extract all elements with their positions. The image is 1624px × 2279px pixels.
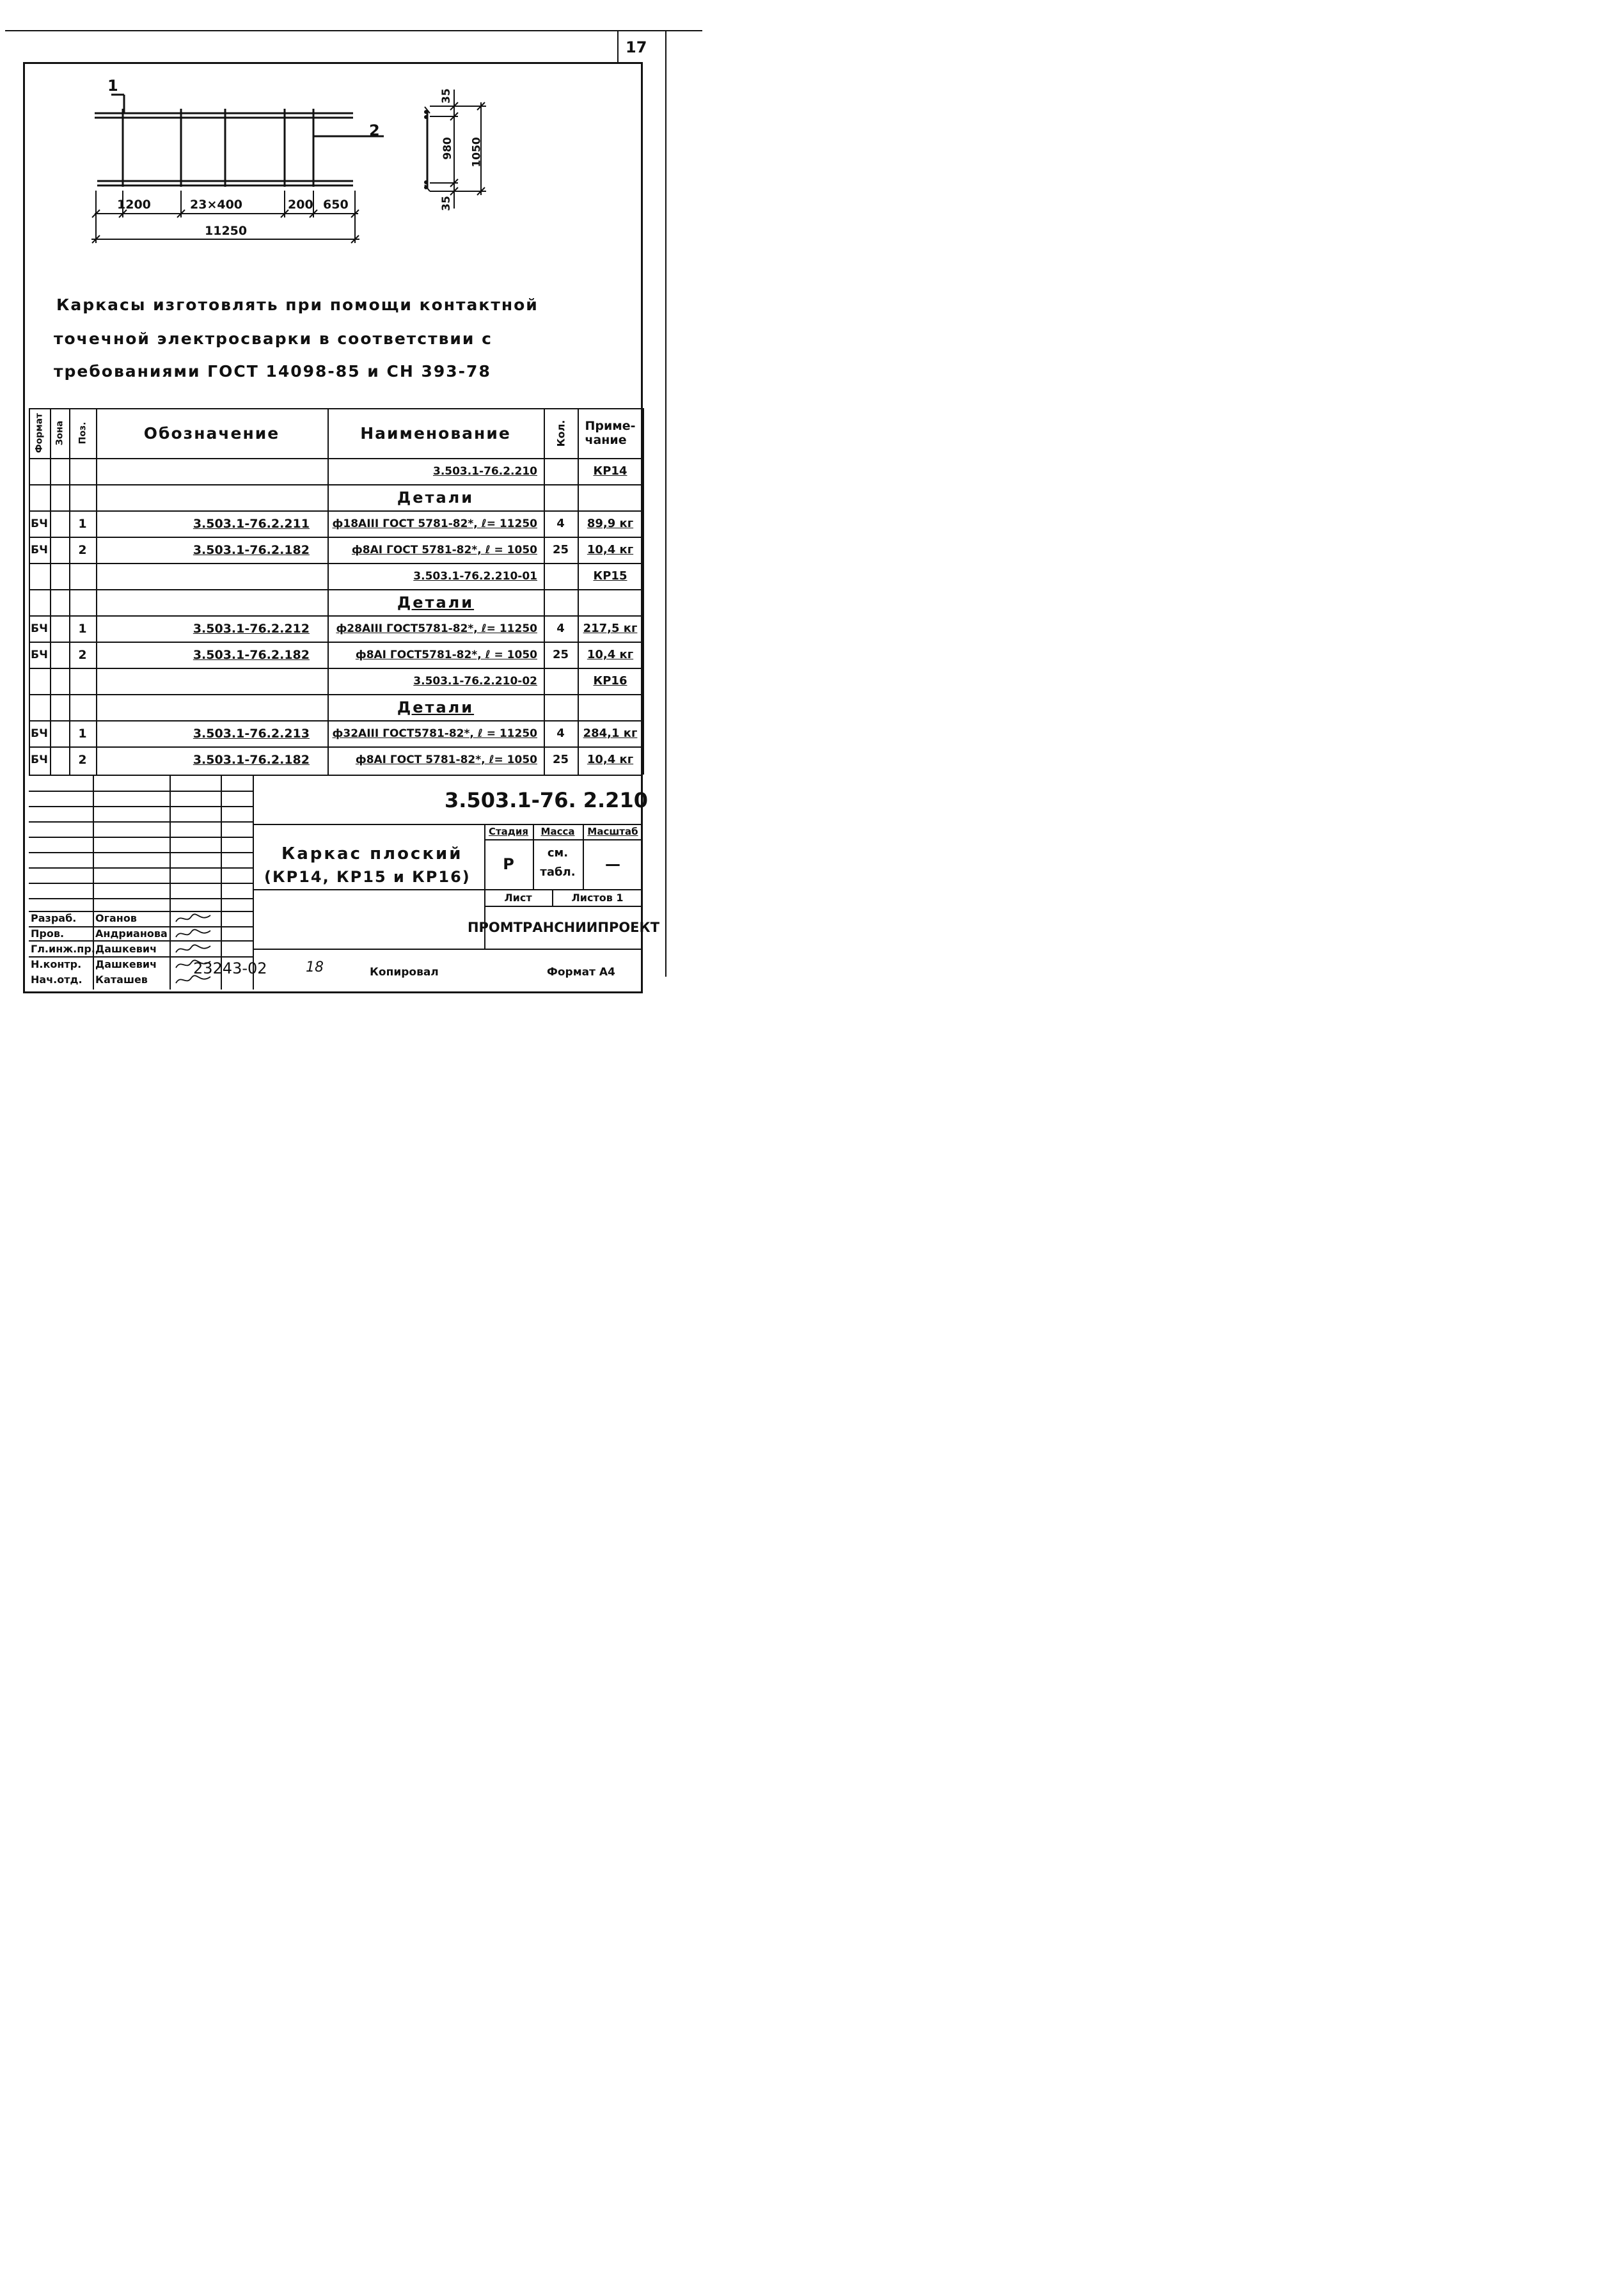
- spec-row-note: 217,5 кг: [583, 622, 638, 635]
- organization: ПРОМТРАНСНИИПРОЕКТ: [467, 919, 660, 935]
- spec-row-name: Детали: [397, 488, 475, 507]
- dim-1200: 1200: [117, 198, 151, 212]
- signature-role: Пров.: [31, 927, 65, 940]
- title-line-2: (КР14, КР15 и КР16): [264, 868, 471, 886]
- spec-row-name: ф28АIII ГОСТ5781-82*, ℓ= 11250: [336, 622, 537, 635]
- spec-row-pos: [69, 458, 96, 484]
- title-block: [29, 775, 660, 990]
- spec-row-format: [29, 484, 50, 510]
- spec-row-pos: 1: [78, 621, 87, 636]
- spec-row-note: 89,9 кг: [587, 517, 634, 530]
- spec-row-format: БЧ: [31, 753, 48, 766]
- header-note: Приме- чание: [585, 419, 636, 447]
- spec-row-note: [578, 694, 643, 720]
- spec-row-qty: [544, 589, 578, 615]
- header-name: Наименование: [360, 423, 511, 443]
- spec-row-format: БЧ: [31, 727, 48, 740]
- spec-row-note: 284,1 кг: [583, 727, 638, 740]
- spec-row-pos: 2: [78, 752, 87, 767]
- spec-row-qty: [544, 668, 578, 694]
- doc-code: 3.503.1-76. 2.210: [445, 788, 648, 812]
- spec-row-designation: [96, 563, 327, 589]
- spec-row-qty: 25: [552, 543, 569, 556]
- spec-row-format: БЧ: [31, 543, 48, 556]
- spec-row-format: [29, 458, 50, 484]
- spec-table: [29, 408, 643, 775]
- stage-label: Стадия: [488, 826, 529, 837]
- spec-row-qty: 25: [552, 753, 569, 766]
- spec-row-qty: 4: [556, 727, 565, 740]
- note-line-1: Каркасы изготовлять при помощи контактной: [56, 296, 539, 314]
- spec-row-designation: [96, 484, 327, 510]
- spec-row-qty: 4: [556, 517, 565, 530]
- stage-value: Р: [503, 855, 514, 873]
- mass-label: Масса: [540, 826, 575, 837]
- spec-row-pos: [69, 589, 96, 615]
- footer-format: Формат А4: [547, 966, 615, 979]
- spec-row-note: КР15: [593, 569, 627, 583]
- spec-row-format: [29, 668, 50, 694]
- spec-row-note: 10,4 кг: [587, 648, 634, 661]
- signature-name: Андрианова: [95, 927, 168, 940]
- spec-row-format: БЧ: [31, 648, 48, 661]
- section-dim-35-top: 35: [439, 88, 453, 104]
- spec-row-format: [29, 589, 50, 615]
- spec-row-pos: 2: [78, 542, 87, 557]
- spec-row-pos: [69, 694, 96, 720]
- note-line-2: точечной электросварки в соответствии с: [54, 329, 493, 348]
- spec-row-format: [29, 694, 50, 720]
- spec-row-pos: 1: [78, 516, 87, 531]
- spec-row-note: КР16: [593, 674, 627, 688]
- header-zone: Зона: [54, 420, 65, 446]
- drawing-label-2: 2: [369, 122, 380, 139]
- spec-row-note: [578, 589, 643, 615]
- spec-row-note: КР14: [593, 464, 627, 478]
- spec-row-name: Детали: [397, 593, 475, 611]
- spec-row-designation: [96, 458, 327, 484]
- spec-row-qty: [544, 563, 578, 589]
- signature-role: Разраб.: [31, 912, 77, 924]
- dim-650: 650: [323, 198, 349, 212]
- spec-row-pos: [69, 668, 96, 694]
- spec-row-qty: 25: [552, 648, 569, 661]
- spec-row-designation: 3.503.1-76.2.211: [193, 516, 310, 531]
- spec-row-name: 3.503.1-76.2.210-01: [413, 569, 537, 583]
- spec-row-designation: 3.503.1-76.2.213: [193, 726, 310, 741]
- spec-row-pos: [69, 563, 96, 589]
- spec-row-name: ф8АI ГОСТ 5781-82*, ℓ= 1050: [355, 753, 537, 766]
- dim-23x400: 23×400: [190, 198, 243, 212]
- footer-page: 18: [306, 959, 324, 975]
- spec-row-name: 3.503.1-76.2.210: [432, 464, 537, 478]
- spec-row-name: 3.503.1-76.2.210-02: [413, 674, 537, 688]
- footer-inv: 23243-02: [193, 959, 267, 977]
- title-line-1: Каркас плоский: [281, 844, 463, 863]
- handwritten-signature: [175, 927, 213, 941]
- scale-value: —: [605, 855, 620, 873]
- mass-value-1: см.: [547, 846, 569, 860]
- section-dim-1050: 1050: [470, 137, 484, 168]
- spec-row-note: 10,4 кг: [587, 543, 634, 556]
- spec-row-designation: 3.503.1-76.2.182: [193, 752, 310, 767]
- spec-row-name: ф18АIII ГОСТ 5781-82*, ℓ= 11250: [332, 517, 537, 530]
- drawing-label-1: 1: [107, 77, 118, 95]
- signature-role: Н.контр.: [31, 958, 82, 970]
- spec-row-designation: 3.503.1-76.2.212: [193, 621, 310, 636]
- spec-row-name: ф8АI ГОСТ 5781-82*, ℓ = 1050: [351, 543, 537, 556]
- scale-label: Масштаб: [587, 826, 638, 837]
- signature-role: Нач.отд.: [31, 974, 83, 986]
- spec-row-designation: [96, 668, 327, 694]
- handwritten-signature: [175, 911, 213, 926]
- spec-row-format: [29, 563, 50, 589]
- spec-row-designation: [96, 694, 327, 720]
- spec-row-designation: [96, 589, 327, 615]
- section-dim-35-bottom: 35: [439, 196, 453, 211]
- section-dim-980: 980: [441, 137, 454, 160]
- note-line-3: требованиями ГОСТ 14098-85 и СН 393-78: [54, 362, 491, 381]
- header-format: Формат: [34, 413, 45, 453]
- signature-name: Каташев: [95, 974, 148, 986]
- header-qty: Кол.: [555, 420, 567, 446]
- reinforcement-cage-drawing: [0, 0, 706, 269]
- spec-row-qty: [544, 484, 578, 510]
- signature-role: Гл.инж.пр.: [31, 943, 95, 955]
- spec-row-note: [578, 484, 643, 510]
- spec-row-format: БЧ: [31, 517, 48, 530]
- spec-row-designation: 3.503.1-76.2.182: [193, 647, 310, 662]
- signature-name: Оганов: [95, 912, 137, 924]
- spec-row-qty: [544, 458, 578, 484]
- footer-copied: Копировал: [370, 966, 439, 979]
- sheet-label: Лист: [504, 891, 532, 904]
- spec-row-format: БЧ: [31, 622, 48, 635]
- spec-row-note: 10,4 кг: [587, 753, 634, 766]
- header-designation: Обозначение: [143, 423, 280, 443]
- spec-row-name: ф8АI ГОСТ5781-82*, ℓ = 1050: [355, 648, 537, 661]
- spec-row-name: Детали: [397, 698, 475, 716]
- spec-row-qty: [544, 694, 578, 720]
- spec-row-pos: 1: [78, 726, 87, 741]
- signature-name: Дашкевич: [95, 958, 157, 970]
- spec-row-designation: 3.503.1-76.2.182: [193, 542, 310, 557]
- mass-value-2: табл.: [540, 865, 576, 879]
- header-pos: Поз.: [77, 422, 88, 445]
- spec-row-pos: [69, 484, 96, 510]
- signature-name: Дашкевич: [95, 943, 157, 955]
- spec-row-pos: 2: [78, 647, 87, 662]
- dim-total: 11250: [205, 224, 248, 238]
- handwritten-signature: [175, 942, 213, 956]
- dim-200: 200: [288, 198, 313, 212]
- sheet-number: 17: [626, 38, 647, 56]
- sheets-label: Листов 1: [571, 891, 624, 904]
- spec-row-qty: 4: [556, 622, 565, 635]
- spec-row-name: ф32АIII ГОСТ5781-82*, ℓ = 11250: [332, 727, 537, 740]
